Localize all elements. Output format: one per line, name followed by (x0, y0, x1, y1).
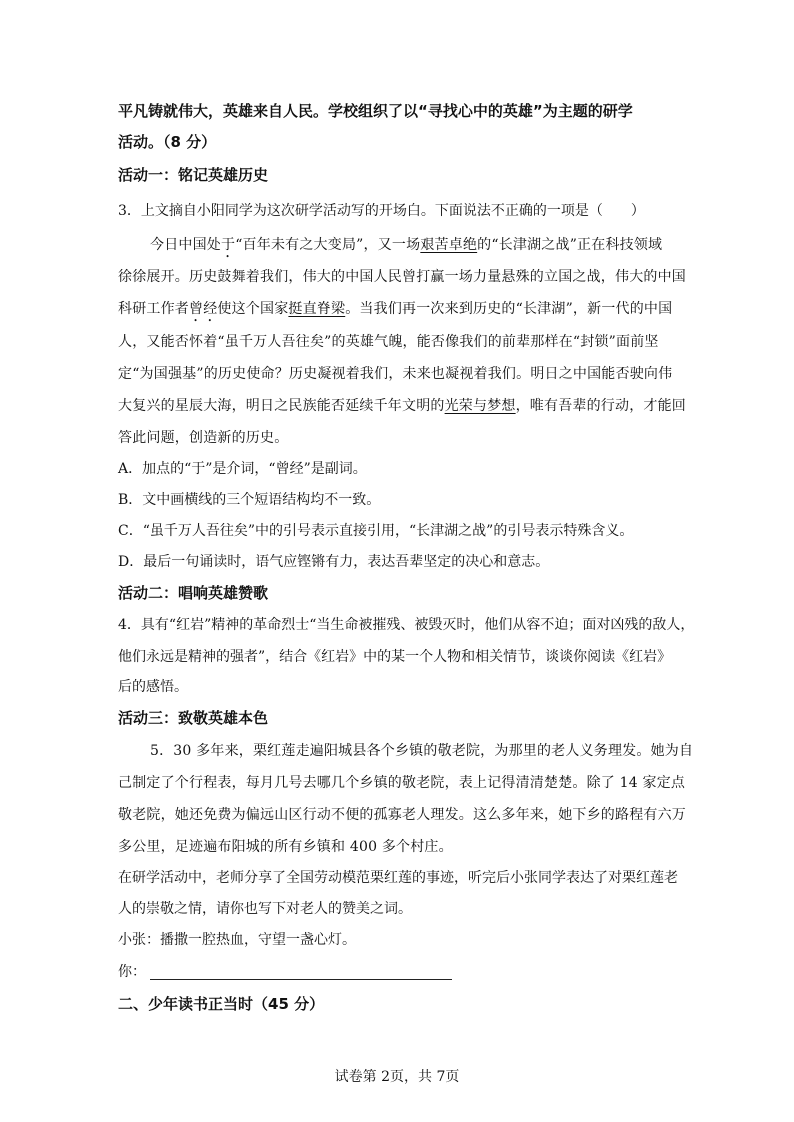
option-d: D．最后一句诵读时，语气应铿锵有力，表达吾辈坚定的决心和意志。 (118, 554, 550, 570)
activity-3-heading: 活动三：致敬英雄本色 (118, 709, 269, 727)
xiaozhang-sample-answer: 小张：播撒一腔热血，守望一盏心灯。 (118, 932, 356, 948)
page-footer: 试卷第 2页，共 7页 (334, 1069, 460, 1085)
passage-line-2: 徐徐展开。历史鼓舞着我们，伟大的中国人民曾打赢一场力量悬殊的立国之战，伟大的中国 (118, 269, 686, 285)
dotted-word-cengjing: 曾经 (189, 301, 218, 317)
activity-2-heading: 活动二：唱响英雄赞歌 (118, 584, 269, 602)
question-5-line-3: 敬老院，她还免费为偏远山区行动不便的孤寡老人理发。这么多年来，她下乡的路程有六万 (118, 807, 686, 823)
underlined-phrase-1: 艰苦卓绝 (420, 237, 478, 253)
question-5-line-4: 多公里，足迹遍布阳城的所有乡镇和 400 多个村庄。 (118, 839, 453, 855)
passage-line-3 (118, 299, 672, 325)
dotted-word-yu: 于 (221, 237, 236, 253)
answer-blank-line[interactable] (150, 965, 452, 980)
underlined-phrase-3: 光荣与梦想 (444, 398, 516, 414)
option-b: B．文中画横线的三个短语结构均不一致。 (118, 492, 381, 508)
passage-line-6 (118, 396, 686, 416)
intro-line-1: 平凡铸就伟大，英雄来自人民。学校组织了以“寻找心中的英雄”为主题的研学 (118, 102, 633, 120)
question-5-line-5: 在研学活动中，老师分享了全国劳动模范栗红莲的事迹，听完后小张同学表达了对栗红莲老 (118, 870, 678, 886)
question-4-line-2: 他们永远是精神的强者”，结合《红岩》中的某一个人物和相关情节，谈谈你阅读《红岩》 (118, 649, 672, 665)
passage-text: “百年未有之大变局”，又一场 (235, 237, 421, 253)
activity-1-heading: 活动一：铭记英雄历史 (118, 166, 269, 184)
option-c: C．“虽千万人吾往矣”中的引号表示直接引用，“长津湖之战”的引号表示特殊含义。 (118, 523, 634, 539)
passage-text: ，唯有吾辈的行动，才能回 (515, 398, 687, 414)
your-answer-row (118, 962, 452, 982)
passage-line-4: 人，又能否怀着“虽千万人吾往矣”的英雄气魄，能否像我们的前辈那样在“封锁”面前坚 (118, 334, 659, 350)
question-4-line-1: 4．具有“红岩”精神的革命烈士“当生命被摧残、被毁灭时，他们从容不迫；面对凶残的敌人， (118, 617, 695, 633)
passage-text: 大复兴的星辰大海，明日之民族能否延续千年文明的 (118, 398, 445, 414)
option-a: A．加点的“于”是介词，“曾经”是副词。 (118, 461, 367, 477)
your-answer-label: 你： (118, 964, 146, 980)
question-5-line-2: 己制定了个行程表，每月几号去哪几个乡镇的敬老院，表上记得清清楚楚。除了 14 家定点 (118, 775, 686, 791)
question-5-line-6: 人的崇敬之情，请你也写下对老人的赞美之词。 (118, 901, 412, 917)
passage-text: 今日中国处 (150, 237, 221, 253)
question-5-line-1: 5．30 多年来，栗红莲走遍阳城县各个乡镇的敬老院，为那里的老人义务理发。她为自 (150, 743, 694, 759)
passage-text: 科研工作者 (118, 301, 189, 317)
passage-text: 使这个国家 (217, 301, 289, 317)
underlined-phrase-2: 挺直脊梁 (288, 301, 346, 317)
question-3-stem: 3．上文摘自小阳同学为这次研学活动写的开场白。下面说法不正确的一项是（ ） (118, 203, 645, 219)
passage-text: 。当我们再一次来到历史的“长津湖”，新一代的中国 (345, 301, 673, 317)
intro-line-2: 活动。（8 分） (118, 133, 217, 151)
question-4-line-3: 后的感悟。 (118, 679, 188, 695)
passage-line-5: 定“为国强基”的历史使命？历史凝视着我们，未来也凝视着我们。明日之中国能否驶向伟 (118, 366, 673, 382)
passage-text: 的“长津湖之战”正在科技领域 (477, 237, 663, 253)
passage-line-1 (150, 235, 662, 261)
passage-line-7: 答此问题，创造新的历史。 (118, 430, 289, 446)
section-2-heading: 二、少年读书正当时（45 分） (118, 995, 325, 1013)
